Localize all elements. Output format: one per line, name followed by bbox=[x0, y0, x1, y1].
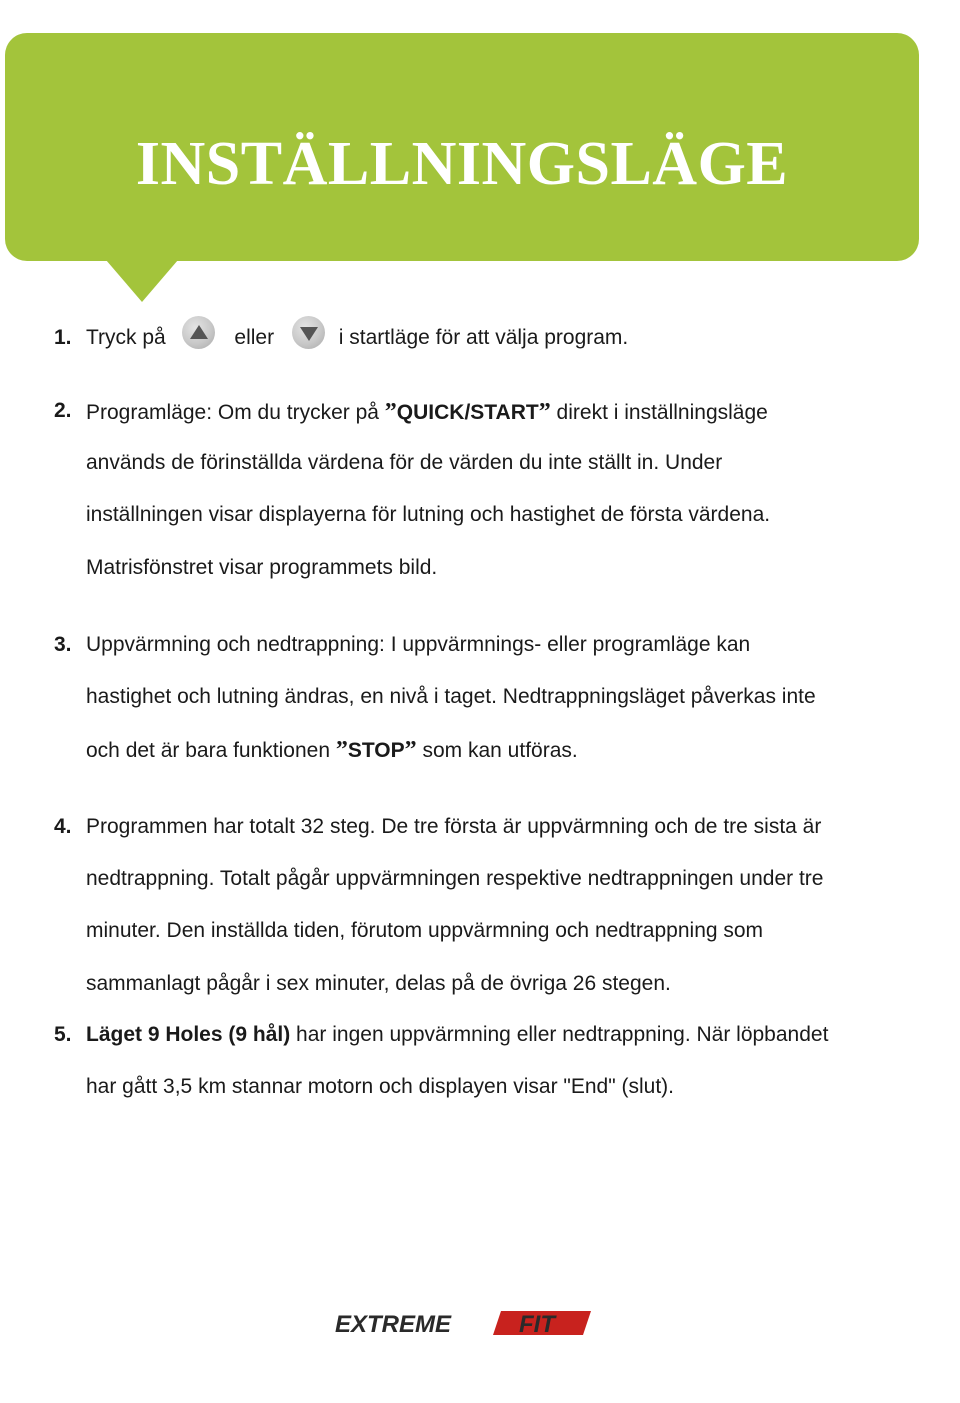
item-number: 5. bbox=[54, 1023, 72, 1046]
item-number: 4. bbox=[54, 815, 72, 838]
item-line: används de förinställda värdena för de värden du inte ställt in. Under bbox=[86, 451, 723, 474]
item-line: har gått 3,5 km stannar motorn och displayen visar "End" (slut). bbox=[86, 1075, 675, 1098]
item-line: sammanlagt pågår i sex minuter, delas på de övriga 26 stegen. bbox=[86, 972, 671, 995]
header-banner bbox=[5, 33, 919, 261]
item-text: eller bbox=[234, 326, 275, 349]
item-line bbox=[86, 326, 628, 350]
extremefit-logo bbox=[333, 1305, 593, 1341]
logo-text-extreme: EXTREME bbox=[335, 1311, 452, 1338]
page-title: INSTÄLLNINGSLÄGE bbox=[135, 130, 789, 198]
item-line: Programmen har totalt 32 steg. De tre första är uppvärmning och de tre sista är bbox=[86, 815, 822, 838]
bold-term: STOP bbox=[347, 739, 405, 762]
item-line: Matrisfönstret visar programmets bild. bbox=[86, 556, 438, 579]
quote-mark: ” bbox=[538, 399, 551, 425]
item-number: 3. bbox=[54, 633, 72, 656]
item-text: Tryck på bbox=[86, 326, 166, 349]
item-text: som kan utföras. bbox=[416, 739, 578, 762]
quote-mark: ” bbox=[384, 399, 397, 425]
item-line: inställningen visar displayerna för lutning och hastighet de första värdena. bbox=[86, 503, 771, 526]
quote-mark: ” bbox=[335, 737, 348, 763]
quote-mark: ” bbox=[404, 737, 417, 763]
item-number: 2. bbox=[54, 399, 72, 422]
bold-term: Läget 9 Holes (9 hål) bbox=[86, 1023, 291, 1046]
item-line bbox=[86, 1023, 828, 1047]
logo-text-fit: FIT bbox=[519, 1311, 555, 1338]
item-number: 1. bbox=[54, 326, 72, 349]
item-line: nedtrappning. Totalt pågår uppvärmningen respektive nedtrappningen under tre bbox=[86, 867, 824, 890]
bold-term: QUICK/START bbox=[396, 401, 539, 424]
arrow-down-button-icon bbox=[292, 316, 325, 349]
item-text: och det är bara funktionen bbox=[86, 739, 336, 762]
item-line bbox=[86, 399, 768, 426]
arrow-up-button-icon bbox=[182, 316, 215, 349]
item-line: Uppvärmning och nedtrappning: I uppvärmnings- eller programläge kan bbox=[86, 633, 751, 656]
logo-graphic bbox=[333, 1305, 593, 1341]
banner-pointer bbox=[106, 260, 178, 302]
item-line: minuter. Den inställda tiden, förutom uppvärmning och nedtrappning som bbox=[86, 919, 764, 942]
item-text: har ingen uppvärmning eller nedtrappning. När löpbandet bbox=[290, 1023, 829, 1046]
item-line bbox=[86, 737, 578, 764]
item-text: Programläge: Om du trycker på bbox=[86, 401, 385, 424]
item-text: direkt i inställningsläge bbox=[550, 401, 768, 424]
item-line: hastighet och lutning ändras, en nivå i taget. Nedtrappningsläget påverkas inte bbox=[86, 685, 816, 708]
item-text: i startläge för att välja program. bbox=[338, 326, 629, 349]
